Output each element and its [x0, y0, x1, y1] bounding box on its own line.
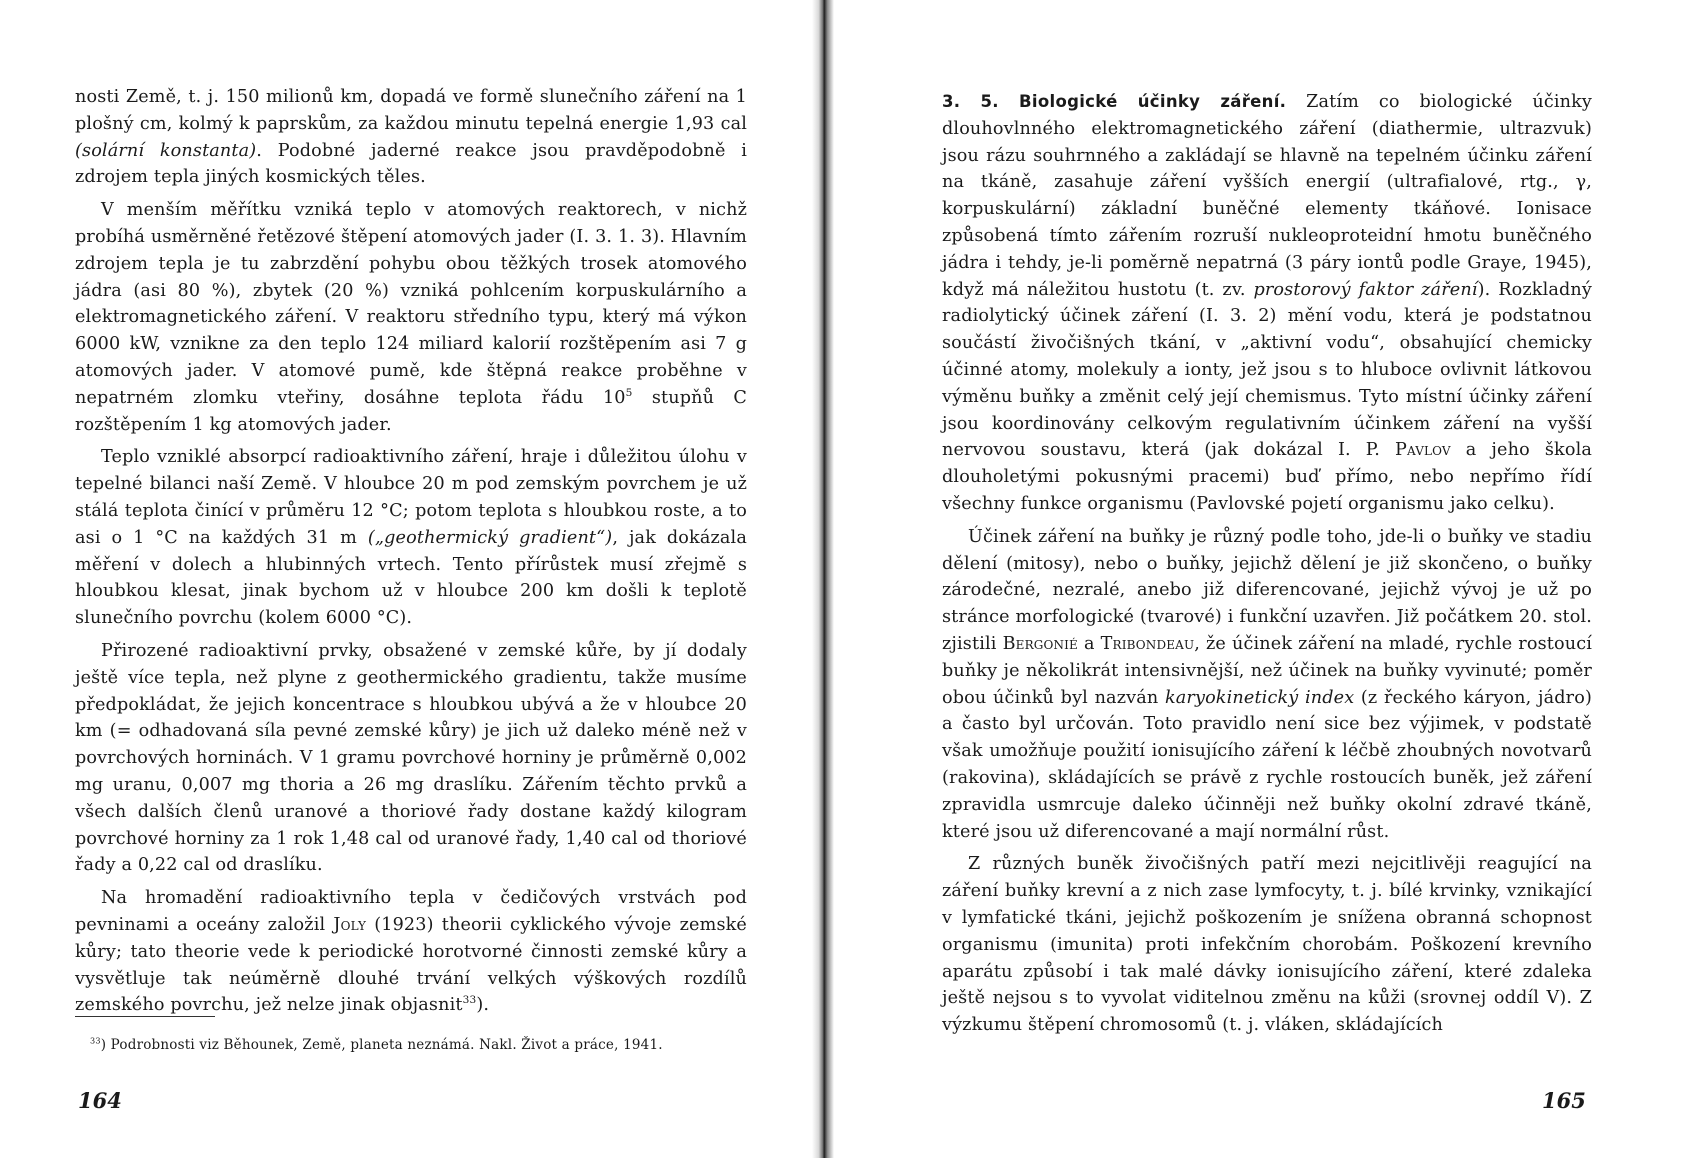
paragraph: [75, 444, 747, 632]
paragraph: [942, 851, 1592, 1039]
text-run: V menším měřítku vzniká teplo v atomových reaktorech, v nichž probíhá usměrněné řetězové štěpení atomových jader (I. 3. 1. 3). Hlavním zdrojem tepla je tu zabrzdění pohybu obou těžkých trosek atomového jádra (asi 80 %), zbytek (20 %) vzniká pohlcením korpuskulárního a elektromagnetického záření. V reaktoru středního typu, který má výkon 6000 kW, vznikne za den teplo 124 miliard kalorií rozštěpením asi 7 g atomových jader. V atomové pumě, kde štěpná reakce proběhne v nepatrném zlomku vteřiny, dosáhne teplota řádu 10: [75, 200, 747, 408]
text-run: a: [1077, 633, 1101, 654]
right-page-body: [942, 89, 1592, 1039]
footnote-reference: 33: [462, 994, 477, 1007]
paragraph: [75, 885, 747, 1019]
paragraph: [942, 524, 1592, 846]
text-run: nosti Země, t. j. 150 milionů km, dopadá ve formě slunečního záření na 1 plošný cm, kolmý k paprskům, za každou minutu tepelná energie 1,93 cal: [75, 87, 747, 134]
text-run: Účinek záření na buňky je různý podle toho, jde-li o buňky ve stadiu dělení (mitosy), nebo o buňky, jejichž dělení je již skončeno, o buňky zárodečné, nezralé, anebo již diferencované, jejichž vývoj je už po stránce morfologické (tvarové) i funkční uzavřen. Již počátkem 20. stol. zjistili: [942, 526, 1592, 654]
text-run: a jeho škola dlouholetými pokusnými pracemi) buď přímo, nebo nepřímo řídí všechny funkce organismu (Pavlovské pojetí organismu jako celku).: [942, 440, 1592, 514]
footnote-marker: 33: [90, 1035, 101, 1046]
italic-term: karyokinetický index: [1164, 687, 1355, 708]
text-run: (z řeckého káryon, jádro) a často byl určován. Toto pravidlo není sice bez výjimek, v podstatě však umožňuje použití ionisujícího záření k léčbě zhoubných novotvarů (rakovina), skládajících se právě z rychle rostoucích buněk, jež záření zpravidla usmrcuje daleko účinněji než buňky okolní zdravé tkáně, které jsou už diferencované a mají normální růst.: [942, 687, 1592, 842]
text-run: ).: [476, 995, 490, 1016]
text-run: . Podobné jaderné reakce jsou pravděpodobně i zdrojem tepla jiných kosmických těles.: [75, 140, 747, 188]
text-run: Z různých buněk živočišných patří mezi nejcitlivěji reagující na záření buňky krevní a z nich zase lymfocyty, t. j. bílé krvinky, vznikající v lymfatické tkáni, jejichž poškozením je snížena obranná schopnost organismu (imunita) proti infekčním chorobám. Poškození krevního aparátu způsobí i tak malé dávky ionisujícího záření, které zdaleka ještě nejsou s to vyvolat viditelnou změnu na kůži (srovnej oddíl V). Z výzkumu štěpení chromosomů (t. j. vláken, skládajících: [942, 854, 1592, 1036]
author-name: Joly: [333, 914, 367, 935]
footnote-text: ) Podrobnosti viz Běhounek, Země, planeta neznámá. Nakl. Život a práce, 1941.: [100, 1037, 663, 1053]
italic-term: („geothermický gradient“): [367, 527, 613, 548]
author-name: Tribondeau: [1100, 633, 1195, 654]
author-name: Pavlov: [1395, 440, 1451, 461]
text-run: Přirozené radioaktivní prvky, obsažené v zemské kůře, by jí dodaly ještě více tepla, než plyne z geothermického gradientu, takže musíme předpokládat, že jejich koncentrace s hloubkou ubývá a že v hloubce 20 km (= odhadovaná síla pevné zemské kůry) je jich už daleko méně než v povrchových horninách. V 1 gramu povrchové horniny je průměrně 0,002 mg uranu, 0,007 mg thoria a 26 mg draslíku. Zářením těchto prvků a všech dalších členů uranové a thoriové řady dostane každý kilogram povrchové horniny za 1 rok 1,48 cal od uranové řady, 1,40 cal od thoriové řady a 0,22 cal od draslíku.: [75, 640, 747, 876]
page-number-right: 165: [1542, 1088, 1586, 1113]
paragraph: [75, 84, 747, 191]
text-run: Zatím co biologické účinky dlouhovlnného elektromagnetického záření (diathermie, ultrazvuk) jsou rázu souhrnného a zakládají se hlavně na tepelném účinku záření na tkáně, zasahuje záření vyšších energií (ultrafialové, rtg., γ, korpuskulární) základní buněčné elementy tkáňové. Ionisace způsobená tímto zářením rozruší nukleoproteidní hmotu buněčného jádra i tehdy, je-li poměrně nepatrná (3 páry iontů podle Graye, 1945), když má náležitou hustotu (t. zv.: [942, 92, 1592, 300]
footnote: [90, 1036, 770, 1054]
paragraph: [75, 638, 747, 879]
left-page-body: [75, 84, 747, 1019]
author-name: Bergonié: [1002, 633, 1078, 654]
text-run: stupňů C rozštěpením 1 kg atomových jader.: [75, 387, 747, 435]
text-run: (1923) theorii cyklického vývoje zemské kůry; tato theorie vede k periodické horotvorné činnosti zemské kůry a vysvětluje tak neúměrně dlouhé trvání velkých výškových rozdílů zemského povrchu, jež nelze jinak objasnit: [75, 914, 747, 1016]
paragraph: [942, 89, 1592, 518]
footnote-divider: [75, 1016, 215, 1017]
italic-term: prostorový faktor záření: [1253, 279, 1478, 300]
text-run: , jak dokázala měření v dolech a hlubinných vrtech. Tento přírůstek musí zřejmě s hloubkou klesat, jinak bychom už v hloubce 200 km došli k teplotě slunečního povrchu (kolem 6000 °C).: [75, 527, 747, 629]
left-page: [0, 0, 820, 1158]
italic-term: (solární konstanta): [75, 140, 257, 161]
page-number-left: 164: [78, 1088, 122, 1113]
exponent: 5: [625, 386, 633, 399]
text-run: Na hromadění radioaktivního tepla v čedičových vrstvách pod pevninami a oceány založil: [75, 888, 747, 935]
text-run: , že účinek záření na mladé, rychle rostoucí buňky je několikrát intensivnější, než účinek na buňky vyvinuté; poměr obou účinků byl nazván: [942, 633, 1593, 708]
section-heading: 3. 5. Biologické účinky záření.: [942, 92, 1287, 111]
paragraph: [75, 197, 747, 438]
text-run: Teplo vzniklé absorpcí radioaktivního záření, hraje i důležitou úlohu v tepelné bilanci naší Země. V hloubce 20 m pod zemským povrchem je už stálá teplota činící v průměru 12 °C; potom teplota s hloubkou roste, a to asi o 1 °C na každých 31 m: [75, 447, 747, 548]
text-run: ). Rozkladný radiolytický účinek záření (I. 3. 2) mění vodu, která je podstatnou součástí živočišných tkání, v „aktivní vodu“, obsahující chemicky účinné atomy, molekuly a ionty, jež jsou s to hluboce ovlivnit látkovou výměnu buňky a změnit celý její chemismus. Tyto místní účinky záření jsou koordinovány celkovým regulativním účinkem záření na vyšší nervovou soustavu, která (jak dokázal I. P.: [942, 279, 1592, 461]
